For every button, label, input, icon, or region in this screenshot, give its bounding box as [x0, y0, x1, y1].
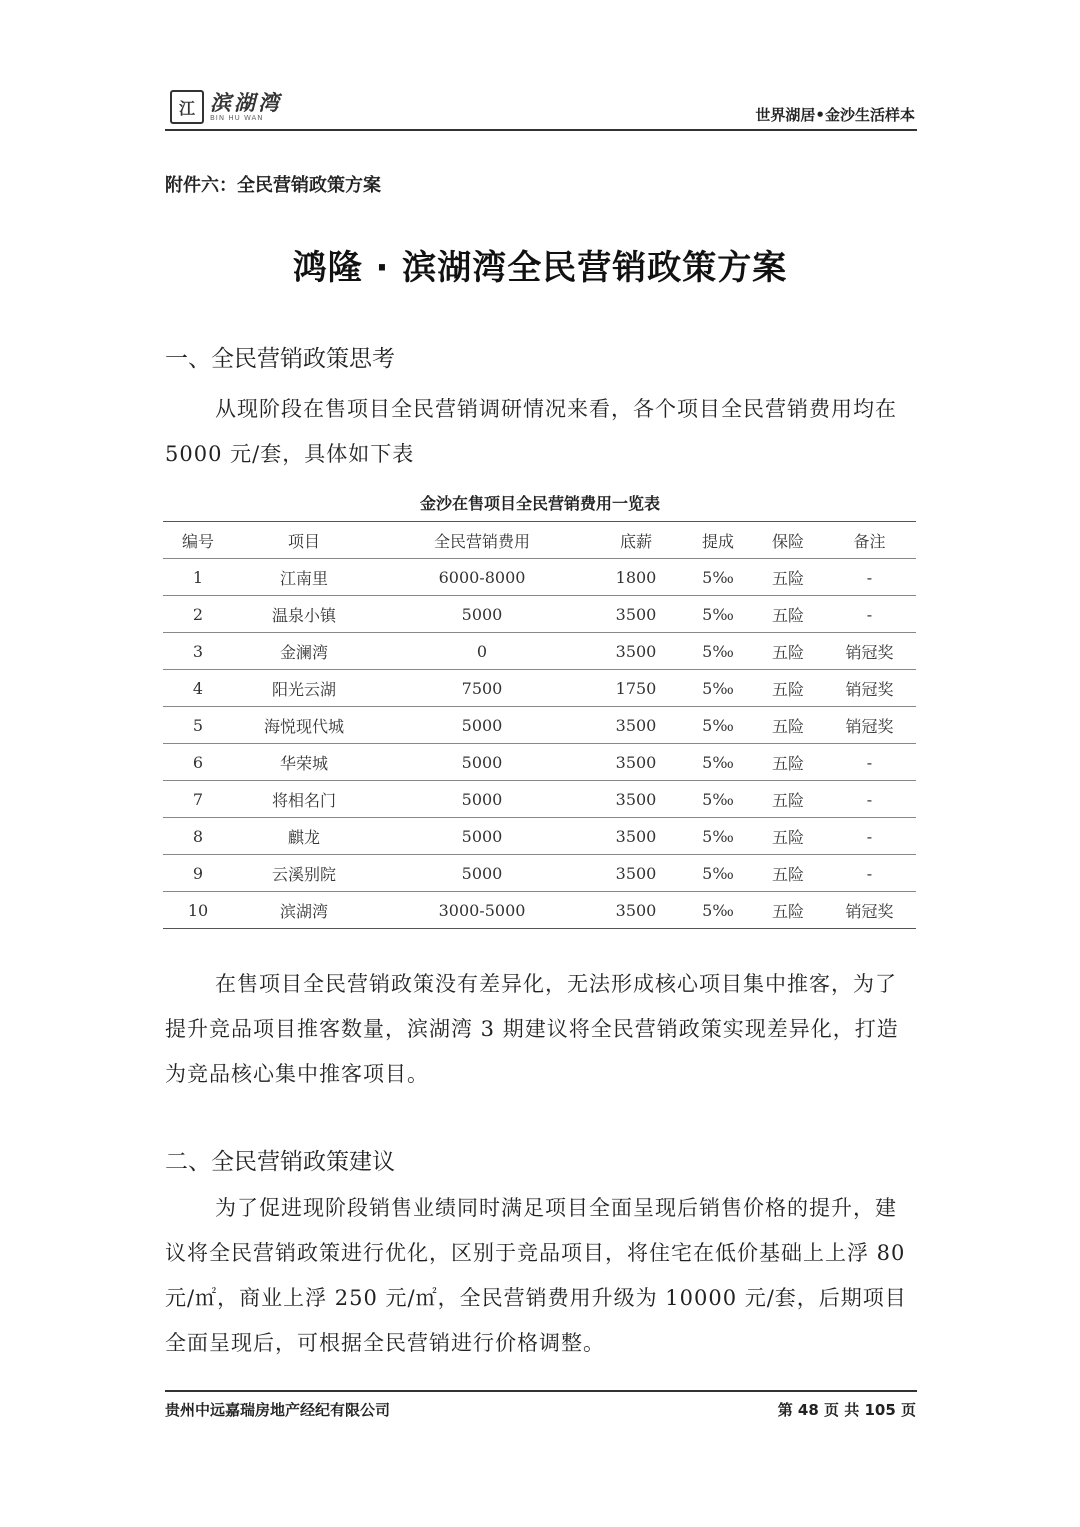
table-cell: 5‰: [683, 781, 753, 818]
table-cell: 1750: [589, 670, 683, 707]
table-cell: 5000: [375, 744, 589, 781]
table-cell: 5‰: [683, 707, 753, 744]
table-header-cell: 项目: [233, 522, 375, 559]
marketing-fee-table: [163, 521, 916, 929]
table-cell: 滨湖湾: [233, 892, 375, 929]
table-cell: 温泉小镇: [233, 596, 375, 633]
table-cell: 5‰: [683, 559, 753, 596]
table-row: [163, 596, 916, 633]
table-row: [163, 892, 916, 929]
section1-paragraph-1: 从现阶段在售项目全民营销调研情况来看，各个项目全民营销费用均在 5000 元/套，具体如下表: [165, 397, 897, 466]
table-cell: 10: [163, 892, 233, 929]
table-cell: 5‰: [683, 633, 753, 670]
table-cell: 华荣城: [233, 744, 375, 781]
table-cell: 5‰: [683, 818, 753, 855]
table-cell: -: [823, 559, 916, 596]
table-cell: 销冠奖: [823, 707, 916, 744]
table-cell: 5000: [375, 707, 589, 744]
table-cell: 麒龙: [233, 818, 375, 855]
table-cell: 江南里: [233, 559, 375, 596]
section1-paragraph-2: 在售项目全民营销政策没有差异化，无法形成核心项目集中推客，为了提升竞品项目推客数量，滨湖湾 3 期建议将全民营销政策实现差异化，打造为竞品核心集中推客项目。: [165, 972, 899, 1086]
table-header-cell: 提成: [683, 522, 753, 559]
table-cell: 1800: [589, 559, 683, 596]
table-cell: 3500: [589, 744, 683, 781]
table-cell: 3500: [589, 818, 683, 855]
table-header-cell: 底薪: [589, 522, 683, 559]
section2-paragraph-1: 为了促进现阶段销售业绩同时满足项目全面呈现后销售价格的提升，建议将全民营销政策进行优化，区别于竞品项目，将住宅在低价基础上上浮 80 元/㎡，商业上浮 250 元/㎡，全民营销费用升级为 10000 元/套，后期项目全面呈现后，可根据全民营销进行价格调整。: [165, 1196, 907, 1355]
table-cell: 4: [163, 670, 233, 707]
table-caption: 金沙在售项目全民营销费用一览表: [419, 494, 660, 513]
table-header-cell: 备注: [823, 522, 916, 559]
table-cell: 销冠奖: [823, 633, 916, 670]
table-header-row: [163, 522, 916, 559]
table-cell: 6000-8000: [375, 559, 589, 596]
logo: [170, 90, 282, 124]
table-row: [163, 855, 916, 892]
section1-heading: 一、全民营销政策思考: [165, 346, 395, 372]
table-cell: 云溪别院: [233, 855, 375, 892]
table-cell: 五险: [753, 781, 823, 818]
table-cell: 3500: [589, 781, 683, 818]
section2-heading: 二、全民营销政策建议: [165, 1149, 395, 1175]
table-cell: 8: [163, 818, 233, 855]
table-cell: 五险: [753, 892, 823, 929]
table-header-cell: 保险: [753, 522, 823, 559]
table-row: [163, 633, 916, 670]
table-cell: 6: [163, 744, 233, 781]
table-cell: 5‰: [683, 855, 753, 892]
logo-mark-icon: 江: [170, 90, 204, 124]
table-cell: 7: [163, 781, 233, 818]
logo-subtitle: BIN HU WAN: [210, 113, 264, 122]
table-cell: 5000: [375, 818, 589, 855]
table-cell: 五险: [753, 744, 823, 781]
header-tagline: 世界湖居•金沙生活样本: [755, 106, 915, 124]
table-cell: 五险: [753, 670, 823, 707]
table-cell: 3000-5000: [375, 892, 589, 929]
table-cell: 5000: [375, 596, 589, 633]
table-cell: 5‰: [683, 744, 753, 781]
page-header: [165, 82, 917, 128]
table-cell: 五险: [753, 596, 823, 633]
table-cell: -: [823, 596, 916, 633]
table-row: [163, 781, 916, 818]
table-cell: -: [823, 781, 916, 818]
table-cell: 0: [375, 633, 589, 670]
table-cell: 五险: [753, 818, 823, 855]
footer-divider: [165, 1390, 917, 1392]
table-cell: 5: [163, 707, 233, 744]
table-row: [163, 670, 916, 707]
table-cell: 将相名门: [233, 781, 375, 818]
table-cell: 3: [163, 633, 233, 670]
table-cell: 销冠奖: [823, 670, 916, 707]
table-cell: 五险: [753, 559, 823, 596]
table-cell: 7500: [375, 670, 589, 707]
document-title: 鸿隆 · 滨湖湾全民营销政策方案: [292, 248, 788, 288]
table-cell: 3500: [589, 855, 683, 892]
table-cell: 1: [163, 559, 233, 596]
footer-page-number: 第 48 页 共 105 页: [777, 1401, 916, 1419]
table-cell: 3500: [589, 596, 683, 633]
table-cell: 5‰: [683, 892, 753, 929]
table-cell: 销冠奖: [823, 892, 916, 929]
table-cell: 金澜湾: [233, 633, 375, 670]
table-cell: -: [823, 744, 916, 781]
table-cell: 五险: [753, 707, 823, 744]
table-header-cell: 编号: [163, 522, 233, 559]
table-row: [163, 744, 916, 781]
table-cell: 3500: [589, 633, 683, 670]
table-cell: 5‰: [683, 670, 753, 707]
attachment-label: 附件六：全民营销政策方案: [165, 175, 381, 196]
table-cell: 3500: [589, 707, 683, 744]
table-cell: 五险: [753, 855, 823, 892]
table-cell: 海悦现代城: [233, 707, 375, 744]
table-cell: 5‰: [683, 596, 753, 633]
table-cell: 9: [163, 855, 233, 892]
table-header-cell: 全民营销费用: [375, 522, 589, 559]
table-cell: -: [823, 818, 916, 855]
table-cell: 2: [163, 596, 233, 633]
header-divider: [165, 129, 917, 131]
table-cell: 3500: [589, 892, 683, 929]
table-cell: -: [823, 855, 916, 892]
table-row: [163, 707, 916, 744]
table-row: [163, 818, 916, 855]
table-cell: 五险: [753, 633, 823, 670]
logo-name: 滨湖湾: [210, 89, 282, 115]
footer-company: 贵州中远嘉瑞房地产经纪有限公司: [165, 1401, 391, 1419]
table-cell: 阳光云湖: [233, 670, 375, 707]
table-cell: 5000: [375, 855, 589, 892]
table-cell: 5000: [375, 781, 589, 818]
table-row: [163, 559, 916, 596]
table-body: [163, 559, 916, 929]
